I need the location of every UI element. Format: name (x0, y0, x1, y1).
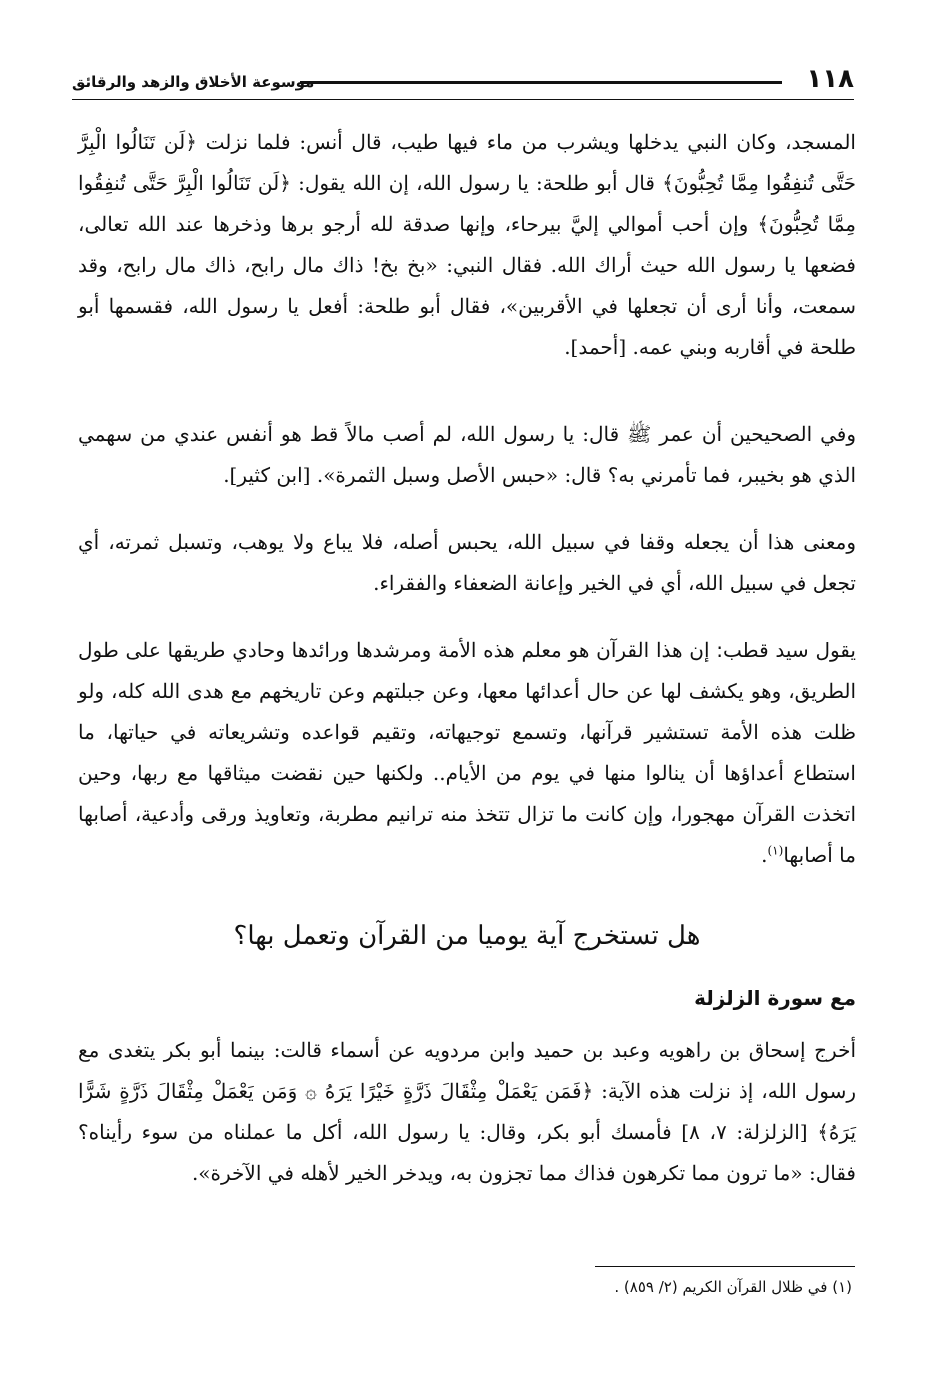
header-rule (300, 81, 782, 84)
paragraph: ومعنى هذا أن يجعله وقفا في سبيل الله، يحبس أصله، فلا يباع ولا يوهب، وتسبل ثمرته، أي تجعل في سبيل الله، أي في الخير وإعانة الضعفاء والفقراء. (78, 530, 856, 595)
footnote: (١) في ظلال القرآن الكريم (٢/ ٨٥٩) . (614, 1278, 852, 1296)
page-header (72, 62, 854, 102)
header-underline (72, 99, 854, 100)
section-heading: هل تستخرج آية يوميا من القرآن وتعمل بها؟ (233, 921, 701, 951)
paragraph-end: . (761, 843, 768, 867)
quote-attribution: يقول سيد قطب: (716, 638, 856, 662)
paragraph: أخرج إسحاق بن راهويه وعبد بن حميد وابن مردويه عن أسماء قالت: بينما أبو بكر يتغدى مع رسول الله، إذ نزلت هذه الآية: ﴿فَمَن يَعْمَلْ مِثْقَالَ ذَرَّةٍ خَيْرًا يَرَهُ ۞ وَمَن يَعْمَلْ مِثْقَالَ ذَرَّةٍ شَرًّا يَرَهُ﴾ [الزلزلة: ٧، ٨] فأمسك أبو بكر، وقال: يا رسول الله، أكل ما عملناه من سوء رأيناه؟ فقال: «ما ترون مما تكرهون فذاك مما تجزون به، ويدخر الخير لأهله في الآخرة». (78, 1038, 857, 1185)
running-title: موسوعة الأخلاق والزهد والرقائق (72, 73, 315, 91)
paragraph-text: إن هذا القرآن هو معلم هذه الأمة ومرشدها ورائدها وحادي طريقها على طول الطريق، وهو يكشف لها عن حال أعدائها معها، وعن جبلتهم وعن تاريخهم مع هدى الله كله، ولو ظلت هذه الأمة تستشير قرآنها، وتسمع توجيهاته، وتقيم قواعده وتشريعاته في حياتها، ما استطاع أعداؤها أن ينالوا منها في يوم من الأيام.. ولكنها حين نقضت ميثاقها مع ربها، وحين اتخذت القرآن مهجورا، وإن كانت ما تزال تتخذ منه ترانيم مطربة، وتعاويذ ورقى وأدعية، أصابها ما أصابها (78, 638, 856, 867)
paragraph (78, 630, 856, 876)
page-number: ١١٨ (806, 64, 854, 94)
subheading: مع سورة الزلزلة (694, 986, 856, 1010)
footnote-separator (595, 1266, 855, 1267)
footnote-reference[interactable]: (١) (767, 843, 784, 858)
paragraph: المسجد، وكان النبي يدخلها ويشرب من ماء فيها طيب، قال أنس: فلما نزلت ﴿لَن تَنَالُوا الْبِرَّ حَتَّى تُنفِقُوا مِمَّا تُحِبُّونَ﴾ قال أبو طلحة: يا رسول الله، إن الله يقول: ﴿لَن تَنَالُوا الْبِرَّ حَتَّى تُنفِقُوا مِمَّا تُحِبُّونَ﴾ وإن أحب أموالي إليَّ بيرحاء، وإنها صدقة لله أرجو برها وذخرها عند الله تعالى، فضعها يا رسول الله حيث أراك الله. فقال النبي: «بخ بخ! ذاك مال رابح، ذاك مال رابح، وقد سمعت، وأنا أرى أن تجعلها في الأقربين»، فقال أبو طلحة: أفعل يا رسول الله، فقسمها أبو طلحة في أقاربه وبني عمه. [أحمد]. (78, 130, 856, 359)
paragraph: وفي الصحيحين أن عمر ﷺ قال: يا رسول الله، لم أصب مالاً قط هو أنفس عندي من سهمي الذي هو بخيبر، فما تأمرني به؟ قال: «حبس الأصل وسبل الثمرة». [ابن كثير]. (78, 422, 856, 487)
